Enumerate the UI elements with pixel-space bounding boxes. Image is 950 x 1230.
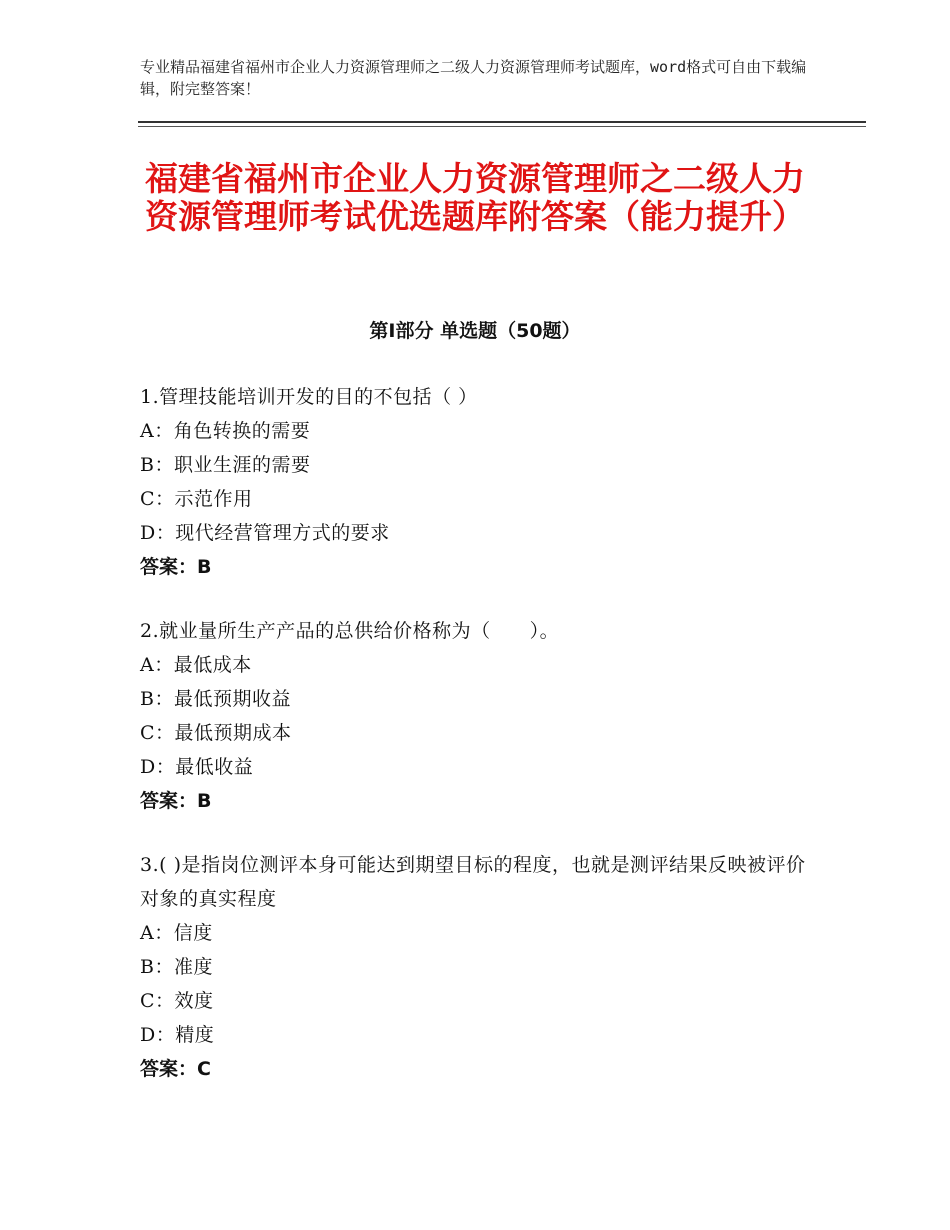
question-1: [140, 380, 820, 584]
document-title: 福建省福州市企业人力资源管理师之二级人力资源管理师考试优选题库附答案（能力提升）: [145, 159, 805, 236]
option-d: D：现代经营管理方式的要求: [140, 522, 390, 544]
header-rule-thin: [138, 126, 866, 127]
option-b: B：最低预期收益: [140, 688, 291, 710]
option-a: A：最低成本: [140, 654, 252, 676]
option-c: C：示范作用: [140, 488, 253, 510]
question-stem: 2.就业量所生产产品的总供给价格称为（ ）。: [140, 620, 560, 642]
option-a: A：信度: [140, 922, 213, 944]
header-note: 专业精品福建省福州市企业人力资源管理师之二级人力资源管理师考试题库，word格式可自由下载编辑，附完整答案！: [140, 58, 807, 98]
answer: 答案：B: [140, 790, 212, 812]
question-3: [140, 848, 820, 1086]
question-2: [140, 614, 820, 818]
option-d: D：精度: [140, 1024, 215, 1046]
option-b: B：职业生涯的需要: [140, 454, 311, 476]
option-c: C：效度: [140, 990, 214, 1012]
question-stem: 1.管理技能培训开发的目的不包括（ ）: [140, 386, 478, 408]
option-d: D：最低收益: [140, 756, 254, 778]
question-stem: 3.( )是指岗位测评本身可能达到期望目标的程度，也就是测评结果反映被评价对象的真实程度: [140, 854, 806, 910]
question-list: [140, 380, 820, 1116]
answer: 答案：C: [140, 1058, 211, 1080]
header-rule-thick: [138, 121, 866, 123]
option-c: C：最低预期成本: [140, 722, 292, 744]
answer: 答案：B: [140, 556, 212, 578]
option-b: B：准度: [140, 956, 213, 978]
part-title: 第Ⅰ部分 单选题（50题）: [369, 320, 581, 342]
option-a: A：角色转换的需要: [140, 420, 311, 442]
